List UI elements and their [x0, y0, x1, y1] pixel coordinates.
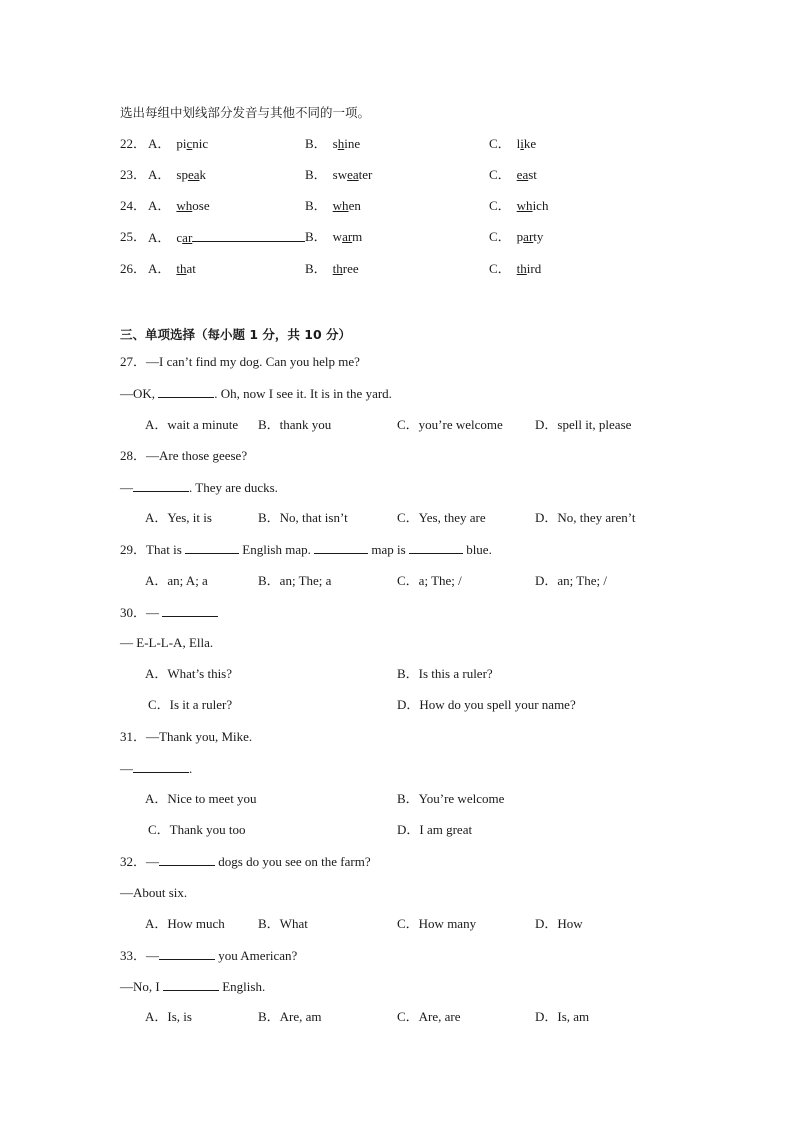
question-29-option-a: A．an; A; a	[145, 573, 208, 588]
answer-blank	[133, 759, 189, 773]
question-25-option-b: B． warm	[305, 229, 363, 244]
question-27-option-d: D．spell it, please	[535, 417, 632, 432]
question-28-option-d: D．No, they aren’t	[535, 510, 636, 525]
question-24-number: 24．	[120, 198, 147, 213]
question-23-option-a: A． speak	[148, 167, 206, 182]
question-29-option-c: C．a; The; /	[397, 573, 462, 588]
question-24-option-c: C． which	[489, 198, 549, 213]
question-23-option-c: C． east	[489, 167, 537, 182]
question-28-stem: 28．—Are those geese?	[120, 448, 248, 463]
answer-blank	[185, 540, 239, 554]
question-26-option-a: A． that	[148, 261, 196, 276]
question-28-option-a: A．Yes, it is	[145, 510, 212, 525]
question-27-option-b: B．thank you	[258, 417, 332, 432]
question-22-number: 22．	[120, 136, 147, 151]
question-28-option-b: B．No, that isn’t	[258, 510, 348, 525]
underline-rule	[192, 228, 305, 242]
question-30-option-b: B．Is this a ruler?	[397, 666, 493, 681]
question-31-option-a: A．Nice to meet you	[145, 791, 257, 806]
answer-blank	[163, 977, 219, 991]
question-31-stem: 31．—Thank you, Mike.	[120, 729, 253, 744]
question-31-option-d: D．I am great	[397, 822, 473, 837]
question-29-option-b: B．an; The; a	[258, 573, 332, 588]
question-28-option-c: C．Yes, they are	[397, 510, 486, 525]
question-26-number: 26．	[120, 261, 147, 276]
question-33-option-a: A．Is, is	[145, 1009, 192, 1024]
question-31-reply: — .	[120, 761, 193, 776]
question-27-option-a: A．wait a minute	[145, 417, 239, 432]
question-33-option-c: C．Are, are	[397, 1009, 461, 1024]
answer-blank	[159, 852, 215, 866]
question-32-option-d: D．How	[535, 916, 583, 931]
question-32-reply: —About six.	[120, 885, 188, 900]
question-23-option-b: B． sweater	[305, 167, 373, 182]
question-25-number: 25．	[120, 229, 147, 244]
question-31-option-c: C．Thank you too	[148, 822, 246, 837]
question-30-option-c: C．Is it a ruler?	[148, 697, 233, 712]
answer-blank	[314, 540, 368, 554]
question-23-number: 23．	[120, 167, 147, 182]
section-title: 三、单项选择（每小题 1 分，共 10 分）	[120, 327, 352, 342]
question-28-reply: — . They are ducks.	[120, 480, 278, 495]
question-30-option-d: D．How do you spell your name?	[397, 697, 576, 712]
question-30-option-a: A．What’s this?	[145, 666, 233, 681]
answer-blank	[162, 603, 218, 617]
question-27-option-c: C．you’re welcome	[397, 417, 503, 432]
answer-blank	[159, 946, 215, 960]
question-33-option-d: D．Is, am	[535, 1009, 590, 1024]
question-22-option-c: C． like	[489, 136, 537, 151]
question-27-reply: —OK, . Oh, now I see it. It is in the yard.	[120, 386, 392, 401]
question-22-option-b: B． shine	[305, 136, 361, 151]
answer-blank	[133, 478, 189, 492]
question-32-option-b: B．What	[258, 916, 308, 931]
question-27-stem: 27．—I can’t find my dog. Can you help me?	[120, 354, 360, 369]
question-25-option-c: C． party	[489, 229, 544, 244]
question-30-stem: 30．—	[120, 603, 218, 622]
question-29-stem: 29．That is English map. map is blue.	[120, 542, 492, 557]
question-29-option-d: D．an; The; /	[535, 573, 607, 588]
question-24-option-b: B． when	[305, 198, 361, 213]
question-22-option-a: A． picnic	[148, 136, 209, 151]
question-33-reply: —No, I English.	[120, 979, 266, 994]
answer-blank	[158, 384, 214, 398]
section-instruction: 选出每组中划线部分发音与其他不同的一项。	[120, 105, 371, 120]
question-25-option-a: A． car	[148, 228, 305, 247]
question-26-option-c: C． third	[489, 261, 542, 276]
question-24-option-a: A． whose	[148, 198, 210, 213]
question-31-option-b: B．You’re welcome	[397, 791, 505, 806]
question-33-option-b: B．Are, am	[258, 1009, 322, 1024]
question-26-option-b: B． three	[305, 261, 359, 276]
answer-blank	[409, 540, 463, 554]
question-32-stem: 32．— dogs do you see on the farm?	[120, 854, 371, 869]
question-32-option-c: C．How many	[397, 916, 477, 931]
question-33-stem: 33．— you American?	[120, 948, 298, 963]
question-30-reply: — E-L-L-A, Ella.	[120, 635, 214, 650]
question-32-option-a: A．How much	[145, 916, 225, 931]
